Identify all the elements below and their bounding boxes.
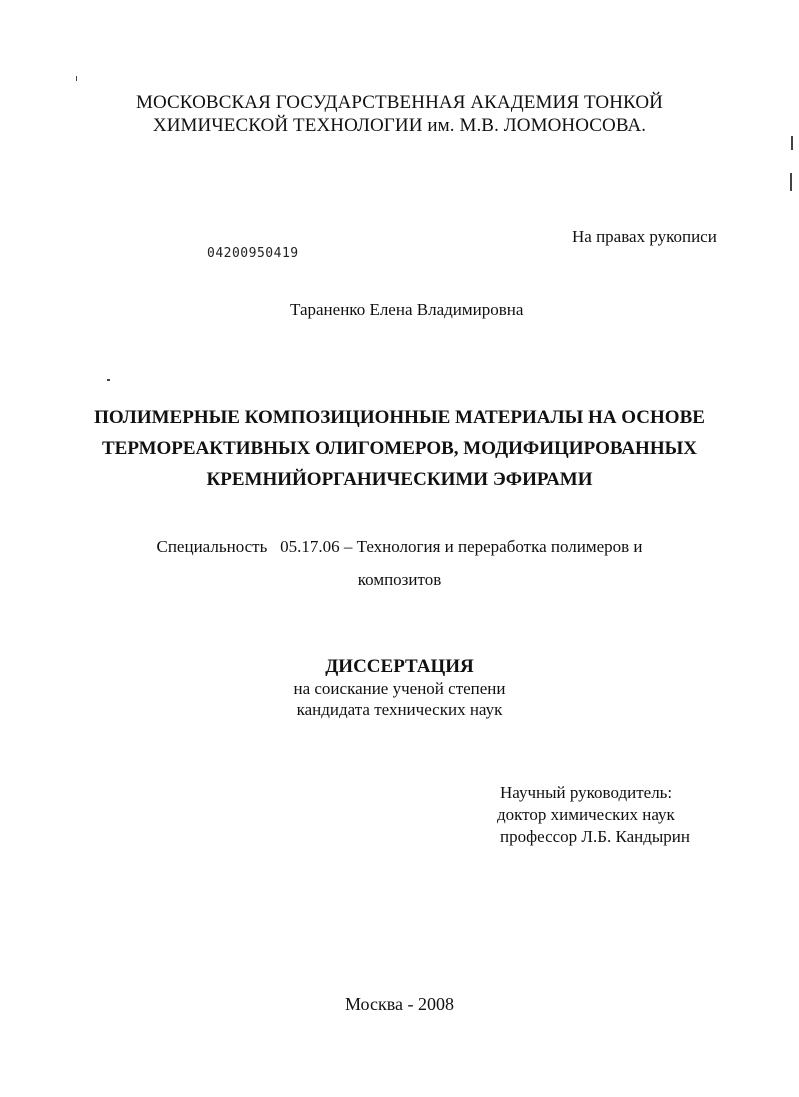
scan-mark-left [76,76,77,81]
institution-line-2: ХИМИЧЕСКОЙ ТЕХНОЛОГИИ им. М.В. ЛОМОНОСОВА. [152,115,647,136]
thesis-title [0,402,799,495]
catalog-number: 04200950419 [207,246,299,261]
advisor-block [497,782,690,848]
scan-mark-right-top [791,136,793,150]
scan-mark-right-bottom [790,173,792,191]
place-year: Москва - 2008 [345,994,454,1014]
specialty-line-2: композитов [357,570,442,589]
advisor-label: Научный руководитель: [500,783,673,802]
degree-line-2: кандидата технических наук [296,700,503,719]
institution-name [0,91,799,137]
thesis-title-line-1: ПОЛИМЕРНЫЕ КОМПОЗИЦИОННЫЕ МАТЕРИАЛЫ НА ОСНОВЕ [94,407,705,428]
dissertation-heading: ДИССЕРТАЦИЯ [325,656,474,677]
rights-note: На правах рукописи [572,227,717,246]
institution-line-1: МОСКОВСКАЯ ГОСУДАРСТВЕННАЯ АКАДЕМИЯ ТОНКОЙ [135,92,663,113]
thesis-title-line-3: КРЕМНИЙОРГАНИЧЕСКИМИ ЭФИРАМИ [206,469,593,490]
degree-block [0,655,799,720]
advisor-degree: доктор химических наук [497,805,675,824]
advisor-name: профессор Л.Б. Кандырин [500,827,690,846]
thesis-title-line-2: ТЕРМОРЕАКТИВНЫХ ОЛИГОМЕРОВ, МОДИФИЦИРОВАННЫХ [101,438,697,459]
author-name: Тараненко Елена Владимировна [290,300,524,319]
specialty [0,530,799,596]
degree-line-1: на соискание ученой степени [293,679,506,698]
specialty-line-1: Специальность 05.17.06 – Технология и переработка полимеров и [156,537,643,556]
scan-mark-dot [107,379,110,381]
